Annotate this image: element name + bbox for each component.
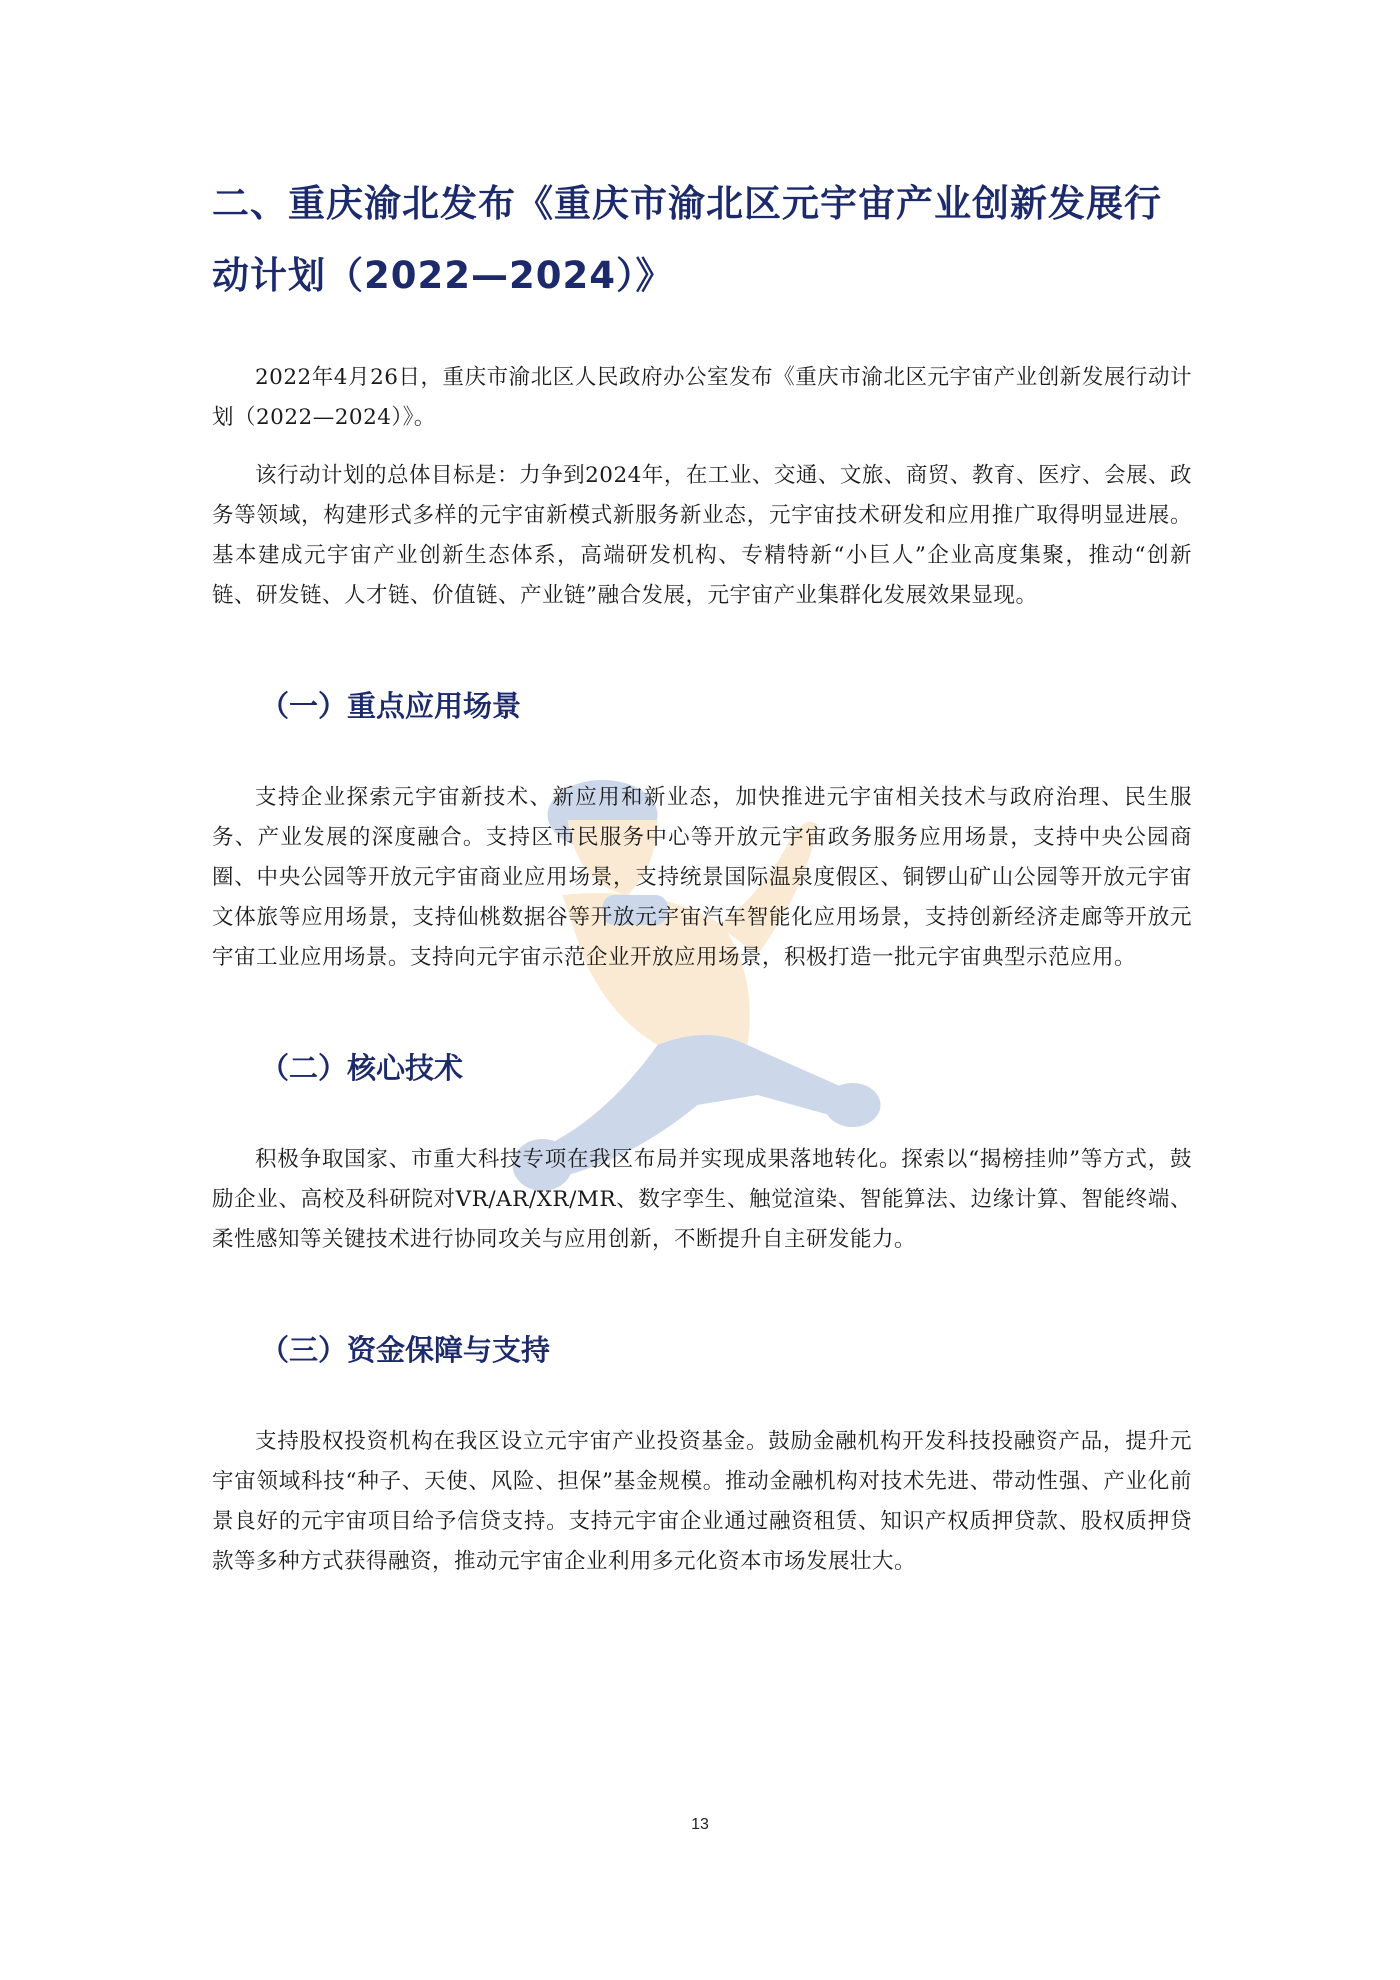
document-content <box>212 168 1192 1582</box>
intro-paragraph-1: 2022年4月26日，重庆市渝北区人民政府办公室发布《重庆市渝北区元宇宙产业创新发展行动计划（2022—2024）》。 <box>212 365 1192 430</box>
section-heading-key-scenarios: （一）重点应用场景 <box>260 689 522 723</box>
section-paragraph-core-tech: 积极争取国家、市重大科技专项在我区布局并实现成果落地转化。探索以“揭榜挂帅”等方式，鼓励企业、高校及科研院对VR/AR/XR/MR、数字孪生、触觉渲染、智能算法、边缘计算、智能终端、柔性感知等关键技术进行协同攻关与应用创新，不断提升自主研发能力。 <box>212 1147 1192 1252</box>
section-heading-funding: （三）资金保障与支持 <box>260 1333 551 1367</box>
page-number: 13 <box>691 1816 709 1833</box>
section-paragraph-funding: 支持股权投资机构在我区设立元宇宙产业投资基金。鼓励金融机构开发科技投融资产品，提升元宇宙领域科技“种子、天使、风险、担保”基金规模。推动金融机构对技术先进、带动性强、产业化前景良好的元宇宙项目给予信贷支持。支持元宇宙企业通过融资租赁、知识产权质押贷款、股权质押贷款等多种方式获得融资，推动元宇宙企业利用多元化资本市场发展壮大。 <box>212 1429 1192 1574</box>
section-paragraph-key-scenarios: 支持企业探索元宇宙新技术、新应用和新业态，加快推进元宇宙相关技术与政府治理、民生服务、产业发展的深度融合。支持区市民服务中心等开放元宇宙政务服务应用场景，支持中央公园商圈、中央公园等开放元宇宙商业应用场景，支持统景国际温泉度假区、铜锣山矿山公园等开放元宇宙文体旅等应用场景，支持仙桃数据谷等开放元宇宙汽车智能化应用场景，支持创新经济走廊等开放元宇宙工业应用场景。支持向元宇宙示范企业开放应用场景，积极打造一批元宇宙典型示范应用。 <box>212 785 1192 970</box>
main-heading: 二、重庆渝北发布《重庆市渝北区元宇宙产业创新发展行动计划（2022—2024）》 <box>212 182 1162 297</box>
section-heading-core-tech: （二）核心技术 <box>260 1051 464 1085</box>
intro-paragraph-2: 该行动计划的总体目标是：力争到2024年，在工业、交通、文旅、商贸、教育、医疗、会展、政务等领域，构建形式多样的元宇宙新模式新服务新业态，元宇宙技术研发和应用推广取得明显进展。基本建成元宇宙产业创新生态体系，高端研发机构、专精特新“小巨人”企业高度集聚，推动“创新链、研发链、人才链、价值链、产业链”融合发展，元宇宙产业集群化发展效果显现。 <box>212 463 1192 608</box>
